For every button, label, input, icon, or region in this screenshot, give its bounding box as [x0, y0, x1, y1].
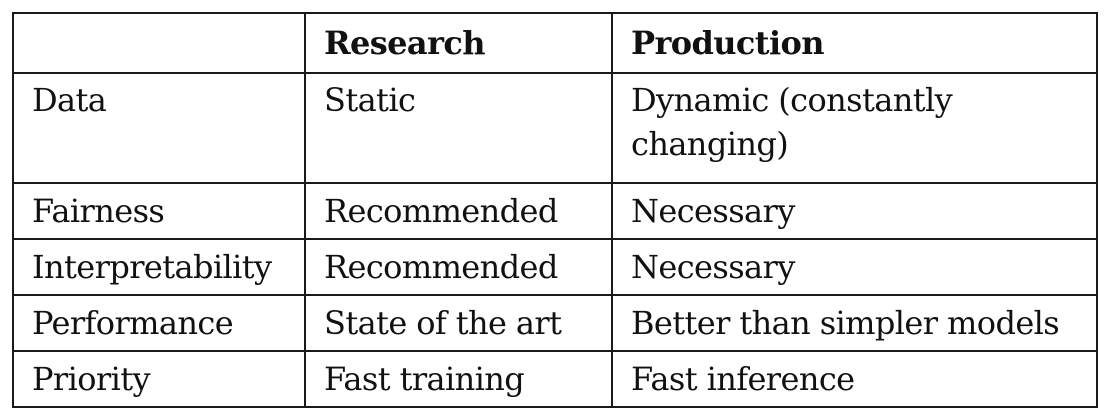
header-cell-empty: [13, 13, 305, 73]
production-cell: Necessary: [612, 183, 1097, 239]
research-cell: Static: [305, 73, 612, 183]
production-cell: Necessary: [612, 239, 1097, 295]
research-cell: Recommended: [305, 183, 612, 239]
header-cell-research: Research: [305, 13, 612, 73]
research-cell: Recommended: [305, 239, 612, 295]
table-row: [13, 73, 1097, 183]
research-cell: State of the art: [305, 295, 612, 351]
research-cell: Fast training: [305, 351, 612, 407]
table-header-row: [13, 13, 1097, 73]
row-label: Interpretability: [13, 239, 305, 295]
table-row: [13, 351, 1097, 407]
production-cell: Fast inference: [612, 351, 1097, 407]
row-label: Data: [13, 73, 305, 183]
table-row: [13, 183, 1097, 239]
row-label: Fairness: [13, 183, 305, 239]
table-row: [13, 239, 1097, 295]
header-cell-production: Production: [612, 13, 1097, 73]
row-label: Performance: [13, 295, 305, 351]
comparison-table: [12, 12, 1098, 408]
row-label: Priority: [13, 351, 305, 407]
table-row: [13, 295, 1097, 351]
production-cell: Dynamic (constantly changing): [612, 73, 1097, 183]
production-cell: Better than simpler models: [612, 295, 1097, 351]
